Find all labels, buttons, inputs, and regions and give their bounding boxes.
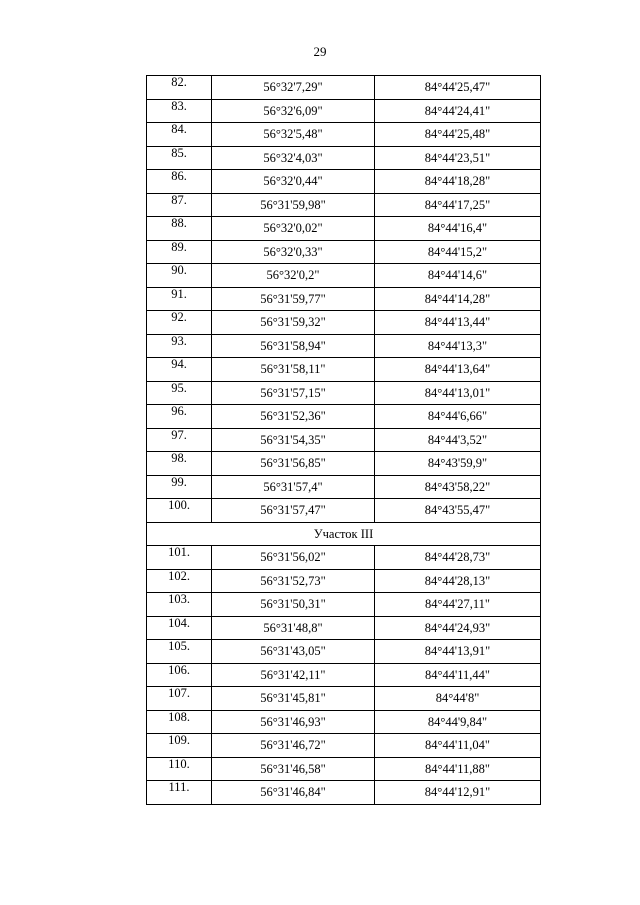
section-row bbox=[147, 522, 541, 546]
latitude-cell: 56°31'57,47" bbox=[212, 499, 375, 523]
page-number: 29 bbox=[313, 44, 327, 59]
longitude-cell: 84°44'27,11" bbox=[375, 593, 541, 617]
point-number-cell: 82. bbox=[147, 76, 212, 100]
table-row bbox=[147, 710, 541, 734]
longitude-cell: 84°43'55,47" bbox=[375, 499, 541, 523]
coordinates-table-body-part-2 bbox=[147, 546, 541, 805]
point-number-cell: 92. bbox=[147, 311, 212, 335]
longitude-cell: 84°44'13,91" bbox=[375, 640, 541, 664]
table-row bbox=[147, 734, 541, 758]
longitude-cell: 84°44'13,44" bbox=[375, 311, 541, 335]
latitude-cell: 56°31'52,36" bbox=[212, 405, 375, 429]
point-number-cell: 85. bbox=[147, 146, 212, 170]
latitude-cell: 56°31'58,94" bbox=[212, 334, 375, 358]
point-number-cell: 103. bbox=[147, 593, 212, 617]
longitude-cell: 84°44'18,28" bbox=[375, 170, 541, 194]
longitude-cell: 84°44'6,66" bbox=[375, 405, 541, 429]
longitude-cell: 84°44'3,52" bbox=[375, 428, 541, 452]
point-number-cell: 109. bbox=[147, 734, 212, 758]
point-number-cell: 89. bbox=[147, 240, 212, 264]
point-number-cell: 110. bbox=[147, 757, 212, 781]
latitude-cell: 56°32'0,33" bbox=[212, 240, 375, 264]
latitude-cell: 56°31'43,05" bbox=[212, 640, 375, 664]
table-row bbox=[147, 76, 541, 100]
table-row bbox=[147, 240, 541, 264]
table-row bbox=[147, 193, 541, 217]
latitude-cell: 56°31'59,77" bbox=[212, 287, 375, 311]
latitude-cell: 56°32'0,2" bbox=[212, 264, 375, 288]
latitude-cell: 56°31'58,11" bbox=[212, 358, 375, 382]
latitude-cell: 56°31'52,73" bbox=[212, 569, 375, 593]
table-row bbox=[147, 569, 541, 593]
table-row bbox=[147, 334, 541, 358]
point-number-cell: 111. bbox=[147, 781, 212, 805]
coordinates-table bbox=[146, 75, 541, 805]
longitude-cell: 84°44'24,93" bbox=[375, 616, 541, 640]
table-row bbox=[147, 311, 541, 335]
point-number-cell: 104. bbox=[147, 616, 212, 640]
point-number-cell: 83. bbox=[147, 99, 212, 123]
latitude-cell: 56°31'45,81" bbox=[212, 687, 375, 711]
table-row bbox=[147, 428, 541, 452]
point-number-cell: 99. bbox=[147, 475, 212, 499]
table-row bbox=[147, 381, 541, 405]
longitude-cell: 84°44'17,25" bbox=[375, 193, 541, 217]
longitude-cell: 84°44'9,84" bbox=[375, 710, 541, 734]
table-row bbox=[147, 640, 541, 664]
point-number-cell: 100. bbox=[147, 499, 212, 523]
latitude-cell: 56°31'56,85" bbox=[212, 452, 375, 476]
point-number-cell: 102. bbox=[147, 569, 212, 593]
point-number-cell: 84. bbox=[147, 123, 212, 147]
point-number-cell: 94. bbox=[147, 358, 212, 382]
point-number-cell: 88. bbox=[147, 217, 212, 241]
latitude-cell: 56°31'57,4" bbox=[212, 475, 375, 499]
table-row bbox=[147, 687, 541, 711]
latitude-cell: 56°31'46,58" bbox=[212, 757, 375, 781]
point-number-cell: 96. bbox=[147, 405, 212, 429]
longitude-cell: 84°44'15,2" bbox=[375, 240, 541, 264]
longitude-cell: 84°44'16,4" bbox=[375, 217, 541, 241]
point-number-cell: 86. bbox=[147, 170, 212, 194]
point-number-cell: 95. bbox=[147, 381, 212, 405]
table-row bbox=[147, 146, 541, 170]
latitude-cell: 56°31'48,8" bbox=[212, 616, 375, 640]
point-number-cell: 87. bbox=[147, 193, 212, 217]
latitude-cell: 56°31'42,11" bbox=[212, 663, 375, 687]
latitude-cell: 56°31'54,35" bbox=[212, 428, 375, 452]
latitude-cell: 56°31'50,31" bbox=[212, 593, 375, 617]
point-number-cell: 98. bbox=[147, 452, 212, 476]
table-row bbox=[147, 663, 541, 687]
table-row bbox=[147, 99, 541, 123]
point-number-cell: 101. bbox=[147, 546, 212, 570]
latitude-cell: 56°31'46,93" bbox=[212, 710, 375, 734]
point-number-cell: 97. bbox=[147, 428, 212, 452]
point-number-cell: 91. bbox=[147, 287, 212, 311]
table-row bbox=[147, 616, 541, 640]
longitude-cell: 84°44'28,73" bbox=[375, 546, 541, 570]
latitude-cell: 56°31'56,02" bbox=[212, 546, 375, 570]
latitude-cell: 56°31'59,32" bbox=[212, 311, 375, 335]
longitude-cell: 84°44'12,91" bbox=[375, 781, 541, 805]
longitude-cell: 84°44'11,04" bbox=[375, 734, 541, 758]
latitude-cell: 56°32'0,44" bbox=[212, 170, 375, 194]
latitude-cell: 56°32'5,48" bbox=[212, 123, 375, 147]
longitude-cell: 84°44'25,47" bbox=[375, 76, 541, 100]
table-row bbox=[147, 757, 541, 781]
table-row bbox=[147, 593, 541, 617]
longitude-cell: 84°44'24,41" bbox=[375, 99, 541, 123]
longitude-cell: 84°44'13,01" bbox=[375, 381, 541, 405]
point-number-cell: 108. bbox=[147, 710, 212, 734]
latitude-cell: 56°32'7,29" bbox=[212, 76, 375, 100]
longitude-cell: 84°44'8" bbox=[375, 687, 541, 711]
table-row bbox=[147, 781, 541, 805]
longitude-cell: 84°44'23,51" bbox=[375, 146, 541, 170]
longitude-cell: 84°44'13,3" bbox=[375, 334, 541, 358]
section-row-group bbox=[147, 522, 541, 546]
table-row bbox=[147, 405, 541, 429]
point-number-cell: 105. bbox=[147, 640, 212, 664]
table-row bbox=[147, 358, 541, 382]
longitude-cell: 84°44'25,48" bbox=[375, 123, 541, 147]
point-number-cell: 93. bbox=[147, 334, 212, 358]
coordinates-table-body-part-1 bbox=[147, 76, 541, 523]
point-number-cell: 90. bbox=[147, 264, 212, 288]
latitude-cell: 56°31'59,98" bbox=[212, 193, 375, 217]
table-row bbox=[147, 475, 541, 499]
point-number-cell: 106. bbox=[147, 663, 212, 687]
longitude-cell: 84°44'14,6" bbox=[375, 264, 541, 288]
longitude-cell: 84°44'28,13" bbox=[375, 569, 541, 593]
section-label: Участок III bbox=[147, 522, 541, 546]
latitude-cell: 56°31'46,84" bbox=[212, 781, 375, 805]
table-row bbox=[147, 123, 541, 147]
table-row bbox=[147, 452, 541, 476]
table-row bbox=[147, 264, 541, 288]
latitude-cell: 56°32'6,09" bbox=[212, 99, 375, 123]
longitude-cell: 84°43'58,22" bbox=[375, 475, 541, 499]
latitude-cell: 56°32'4,03" bbox=[212, 146, 375, 170]
longitude-cell: 84°44'11,88" bbox=[375, 757, 541, 781]
table-row bbox=[147, 546, 541, 570]
latitude-cell: 56°31'46,72" bbox=[212, 734, 375, 758]
table-row bbox=[147, 170, 541, 194]
longitude-cell: 84°44'11,44" bbox=[375, 663, 541, 687]
longitude-cell: 84°44'13,64" bbox=[375, 358, 541, 382]
table-row bbox=[147, 217, 541, 241]
latitude-cell: 56°32'0,02" bbox=[212, 217, 375, 241]
table-row bbox=[147, 287, 541, 311]
latitude-cell: 56°31'57,15" bbox=[212, 381, 375, 405]
longitude-cell: 84°44'14,28" bbox=[375, 287, 541, 311]
point-number-cell: 107. bbox=[147, 687, 212, 711]
table-row bbox=[147, 499, 541, 523]
longitude-cell: 84°43'59,9" bbox=[375, 452, 541, 476]
